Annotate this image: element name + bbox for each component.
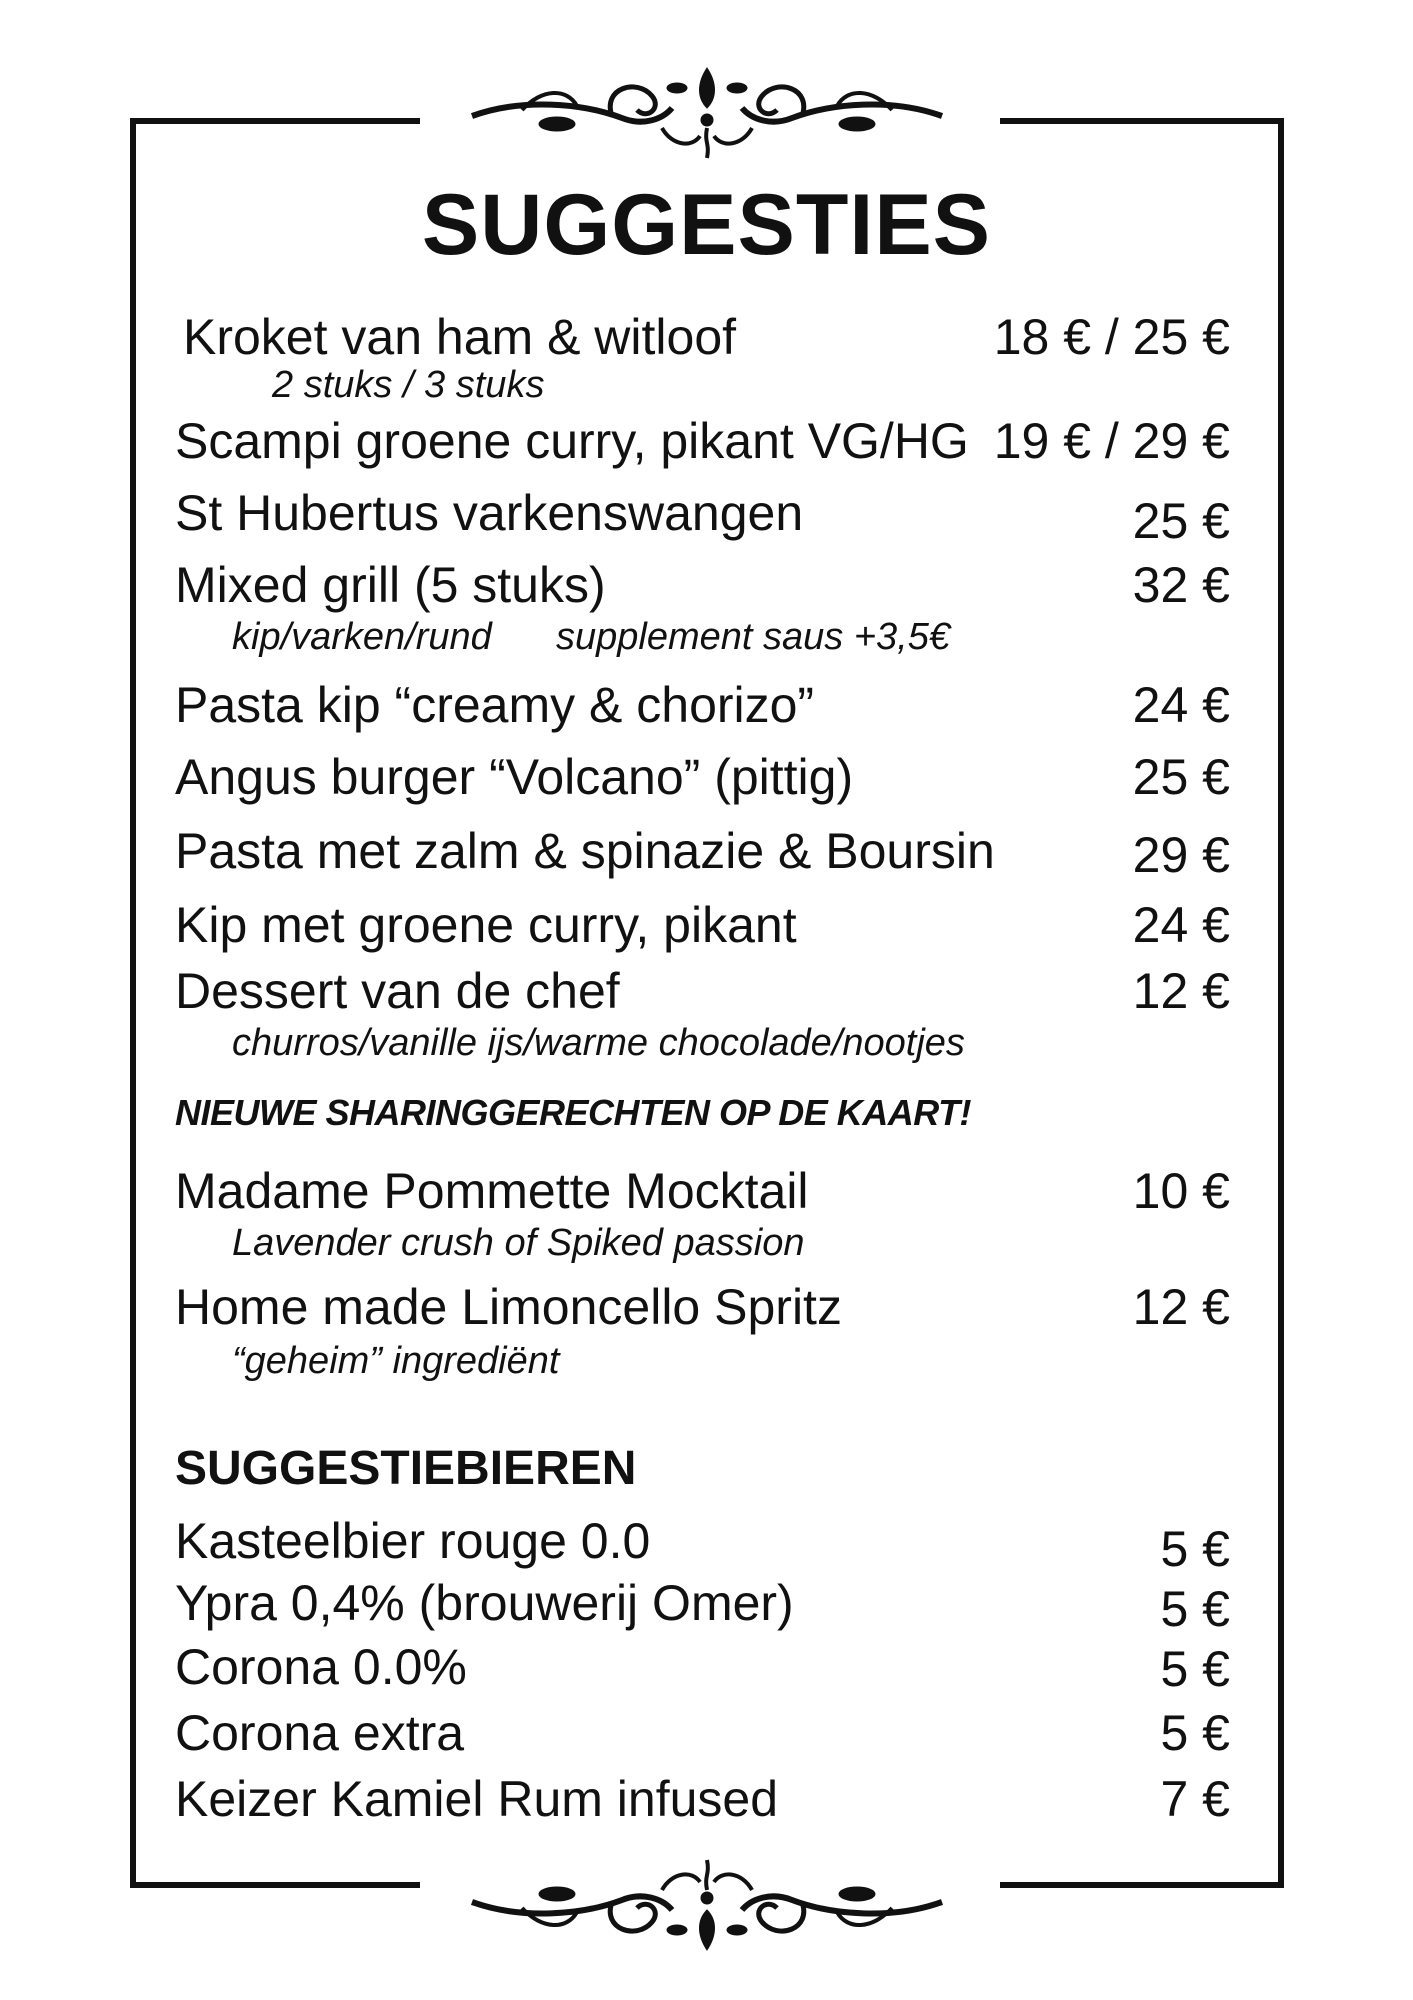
menu-item-note: Lavender crush of Spiked passion: [232, 1222, 805, 1264]
menu-item-name: Scampi groene curry, pikant VG/HG: [175, 413, 969, 469]
beers-section-title: SUGGESTIEBIEREN: [175, 1442, 637, 1495]
menu-item-note: “geheim” ingrediënt: [232, 1340, 560, 1382]
flourish-ornament-icon: [462, 58, 952, 168]
menu-item-name: Angus burger “Volcano” (pittig): [175, 749, 854, 805]
beer-item: [175, 1638, 1230, 1696]
menu-item-name: Mixed grill (5 stuks): [175, 557, 606, 613]
menu-item: [175, 962, 1230, 1020]
beer-item: [175, 1512, 1230, 1577]
menu-item-price: 18 € / 25 €: [993, 309, 1230, 365]
menu-item: [175, 484, 1230, 549]
flourish-ornament-icon: [462, 1850, 952, 1960]
menu-item-price: 12 €: [1132, 963, 1230, 1019]
beer-item-price: 7 €: [1160, 1771, 1230, 1827]
menu-item-note: 2 stuks / 3 stuks: [272, 364, 545, 406]
menu-item: [175, 556, 1230, 614]
menu-item: [175, 822, 1230, 883]
page-title: SUGGESTIES: [421, 177, 992, 273]
menu-item-price: 32 €: [1132, 557, 1230, 613]
menu-item-name: Pasta kip “creamy & chorizo”: [175, 677, 815, 733]
menu-item: [175, 308, 1230, 366]
beer-item-price: 5 €: [1160, 1641, 1230, 1697]
beer-item-price: 5 €: [1160, 1581, 1230, 1637]
menu-item-price: 29 €: [1132, 827, 1230, 883]
beer-item: [175, 1770, 1230, 1828]
beer-item-price: 5 €: [1160, 1705, 1230, 1761]
menu-item-name: Kip met groene curry, pikant: [175, 897, 797, 953]
menu-item-note: supplement saus +3,5€: [556, 616, 950, 658]
menu-item: [175, 748, 1230, 806]
menu-item: [175, 1162, 1230, 1220]
beer-item-name: Kasteelbier rouge 0.0: [175, 1513, 651, 1569]
menu-item-name: Pasta met zalm & spinazie & Boursin: [175, 823, 995, 879]
beer-item-price: 5 €: [1160, 1521, 1230, 1577]
menu-item-price: 12 €: [1132, 1279, 1230, 1335]
menu-item-name: St Hubertus varkenswangen: [175, 485, 804, 541]
menu-item: [175, 676, 1230, 734]
beer-item-name: Ypra 0,4% (brouwerij Omer): [175, 1575, 794, 1631]
menu-item: [175, 896, 1230, 954]
menu-item-note: kip/varken/rund: [232, 616, 492, 658]
menu-item: [175, 1278, 1230, 1336]
menu-item-price: 19 € / 29 €: [993, 413, 1230, 469]
menu-item-price: 25 €: [1132, 493, 1230, 549]
sharing-notice: NIEUWE SHARINGGERECHTEN OP DE KAART!: [175, 1092, 972, 1133]
beer-item: [175, 1574, 1230, 1637]
menu-item-price: 25 €: [1132, 749, 1230, 805]
menu-item-name: Madame Pommette Mocktail: [175, 1163, 809, 1219]
menu-item-name: Kroket van ham & witloof: [183, 309, 737, 365]
beer-item-name: Corona extra: [175, 1705, 465, 1761]
menu-item-price: 10 €: [1132, 1163, 1230, 1219]
menu-item-note: churros/vanille ijs/warme chocolade/nootjes: [232, 1022, 965, 1064]
beer-item-name: Keizer Kamiel Rum infused: [175, 1771, 779, 1827]
menu-item: [175, 412, 1230, 470]
beer-item: [175, 1704, 1230, 1762]
menu-item-name: Home made Limoncello Spritz: [175, 1279, 842, 1335]
menu-item-name: Dessert van de chef: [175, 963, 620, 1019]
menu-item-price: 24 €: [1132, 897, 1230, 953]
beer-item-name: Corona 0.0%: [175, 1639, 467, 1695]
menu-item-price: 24 €: [1132, 677, 1230, 733]
